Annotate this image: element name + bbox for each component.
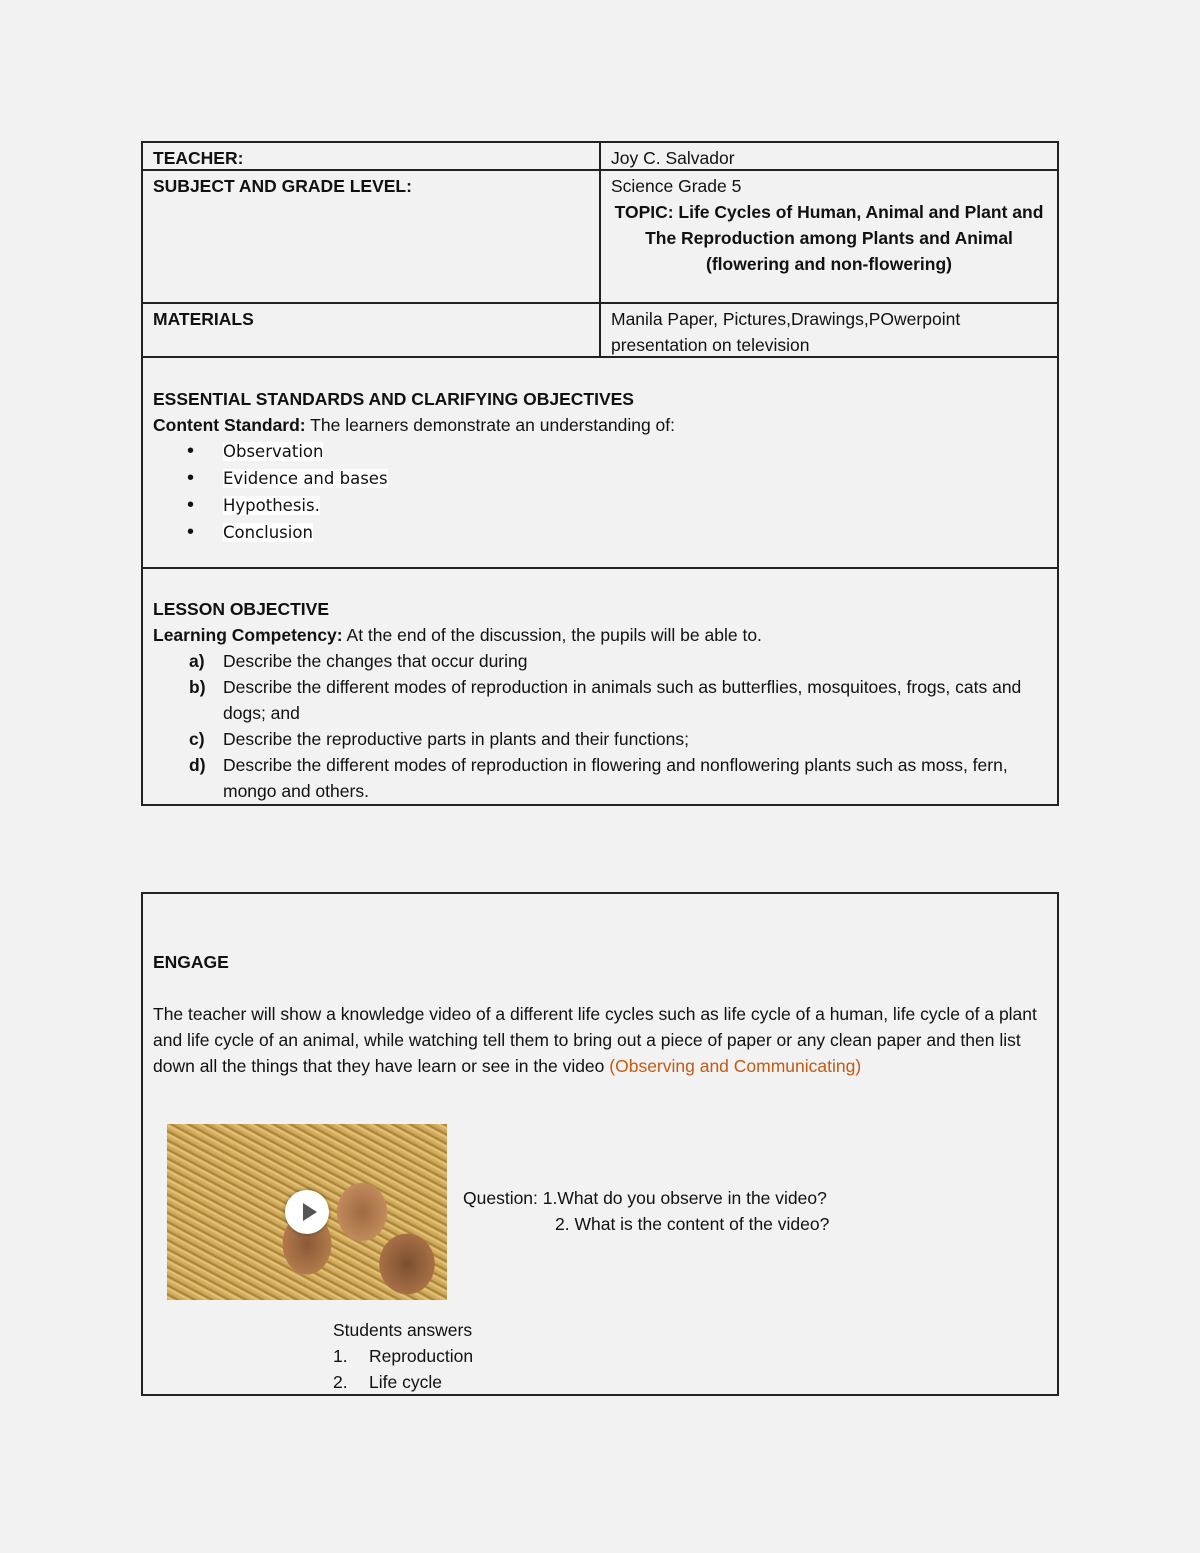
- topic-text: TOPIC: Life Cycles of Human, Animal and Plant and The Reproduction among Plants and Animal (flowering and non-flowering): [614, 202, 1044, 274]
- list-item: • Hypothesis.: [153, 492, 1047, 519]
- list-item: d) Describe the different modes of reproduction in flowering and nonflowering plants such as moss, fern, mongo and others.: [189, 755, 1008, 801]
- question-2: 2. What is the content of the video?: [555, 1214, 830, 1234]
- video-thumbnail[interactable]: [167, 1124, 447, 1300]
- materials-value: Manila Paper, Pictures,Drawings,POwerpoint presentation on television: [611, 309, 961, 355]
- list-item: • Conclusion: [153, 519, 1047, 546]
- materials-row: [143, 304, 1057, 358]
- learning-competency-label: Learning Competency:: [153, 625, 343, 645]
- content-standard: [153, 412, 1047, 438]
- content-standard-label: Content Standard:: [153, 415, 306, 435]
- objective-heading: LESSON OBJECTIVE: [153, 599, 330, 619]
- engage-section: [143, 949, 1057, 1079]
- engage-skill: (Observing and Communicating): [609, 1056, 862, 1076]
- learning-competency: [153, 622, 1047, 648]
- questions: [463, 1185, 829, 1237]
- list-item: b) Describe the different modes of reproduction in animals such as butterflies, mosquitoes, frogs, cats and dogs; and: [189, 677, 1022, 723]
- subject-cell: [601, 171, 1057, 302]
- list-item: 1. Reproduction: [333, 1346, 474, 1366]
- play-icon[interactable]: [285, 1190, 329, 1234]
- student-answers: [333, 1317, 473, 1395]
- list-item: 2. Life cycle: [333, 1372, 442, 1392]
- learning-competency-text: At the end of the discussion, the pupils will be able to.: [342, 625, 762, 645]
- teacher-row: [143, 143, 1057, 171]
- subject-label: SUBJECT AND GRADE LEVEL:: [143, 171, 601, 302]
- list-item: c) Describe the reproductive parts in plants and their functions;: [189, 729, 689, 749]
- list-item: • Evidence and bases: [153, 465, 1047, 492]
- lesson-plan-table: [141, 141, 1059, 806]
- engage-heading: ENGAGE: [153, 952, 229, 972]
- objective-section: [143, 596, 1057, 804]
- subject-value: Science Grade 5: [611, 176, 742, 196]
- subject-row: [143, 171, 1057, 304]
- teacher-label: TEACHER:: [143, 143, 601, 169]
- standards-section: [143, 358, 1057, 569]
- engage-box: [141, 892, 1059, 1396]
- question-1: Question: 1.What do you observe in the video?: [463, 1188, 827, 1208]
- materials-label: MATERIALS: [143, 304, 601, 356]
- standards-heading: ESSENTIAL STANDARDS AND CLARIFYING OBJECTIVES: [153, 389, 634, 409]
- engage-text: The teacher will show a knowledge video of a different life cycles such as life cycle of a human, life cycle of a plant and life cycle of an animal, while watching tell them to bring out a piece of paper or any clean paper and then list down all the things that they have learn or see in the video (Observing and Communicating): [153, 1004, 1037, 1076]
- answers-list: [333, 1343, 473, 1395]
- objective-list: [153, 648, 1047, 804]
- teacher-value: Joy C. Salvador: [611, 148, 735, 168]
- content-standard-text: The learners demonstrate an understanding of:: [305, 415, 675, 435]
- standards-list: [153, 438, 1047, 546]
- answers-heading: Students answers: [333, 1320, 473, 1340]
- list-item: • Observation: [153, 438, 1047, 465]
- list-item: a) Describe the changes that occur during: [189, 651, 528, 671]
